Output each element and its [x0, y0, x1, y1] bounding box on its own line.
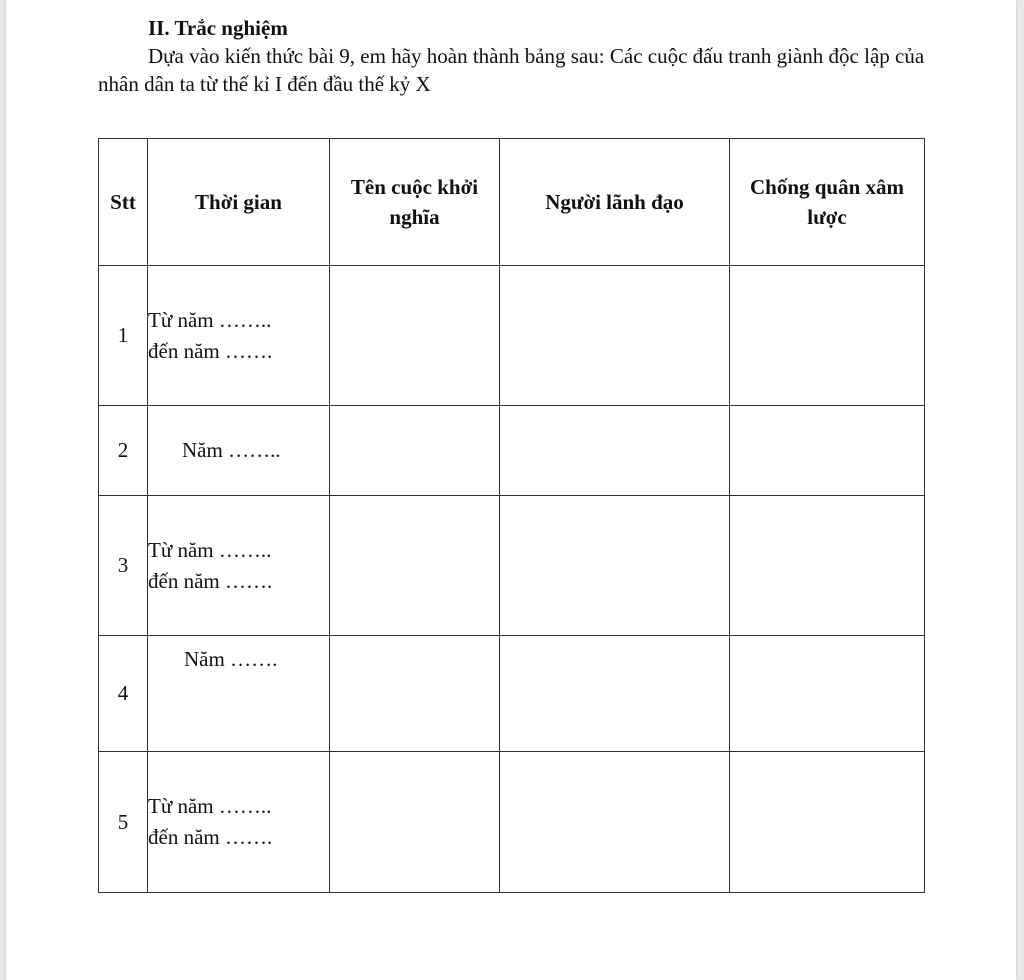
header-row — [99, 139, 925, 266]
time-cell — [148, 406, 330, 496]
table-row — [99, 406, 925, 496]
leader-cell[interactable] — [500, 636, 730, 752]
stt-cell: 4 — [99, 636, 148, 752]
uprising-name-cell[interactable] — [330, 636, 500, 752]
stt-cell: 2 — [99, 406, 148, 496]
against-cell[interactable] — [730, 266, 925, 406]
against-cell[interactable] — [730, 496, 925, 636]
header-time: Thời gian — [148, 139, 330, 266]
section-heading: II. Trắc nghiệm — [148, 16, 288, 40]
time-from: Từ năm …….. — [148, 537, 272, 562]
instruction-text: Dựa vào kiến thức bài 9, em hãy hoàn thành bảng sau: Các cuộc đấu tranh giành độc lập của nhân dân ta từ thế kỉ I đến đầu thế kỷ X — [98, 44, 925, 96]
header-stt: Stt — [99, 139, 148, 266]
document-page — [6, 0, 1016, 980]
header-against: Chống quân xâm lược — [730, 139, 925, 266]
table-row — [99, 266, 925, 406]
leader-cell[interactable] — [500, 752, 730, 893]
time-to: đến năm ……. — [148, 568, 273, 593]
uprising-name-cell[interactable] — [330, 752, 500, 893]
uprising-name-cell[interactable] — [330, 406, 500, 496]
time-year: Năm ……. — [184, 647, 278, 671]
time-to: đến năm ……. — [148, 825, 273, 849]
time-from: Từ năm …….. — [148, 794, 272, 818]
uprising-name-cell[interactable] — [330, 496, 500, 636]
leader-cell[interactable] — [500, 406, 730, 496]
time-cell — [148, 752, 330, 893]
time-year: Năm …….. — [182, 438, 281, 462]
against-cell[interactable] — [730, 752, 925, 893]
stt-cell: 5 — [99, 752, 148, 893]
uprising-name-cell[interactable] — [330, 266, 500, 406]
table-row — [99, 752, 925, 893]
stt-cell: 1 — [99, 266, 148, 406]
time-to: đến năm ……. — [148, 338, 273, 363]
leader-cell[interactable] — [500, 266, 730, 406]
time-cell — [148, 266, 330, 406]
uprisings-table — [98, 138, 925, 893]
header-leader: Người lãnh đạo — [500, 139, 730, 266]
table-row — [99, 496, 925, 636]
table-row — [99, 636, 925, 752]
stt-cell: 3 — [99, 496, 148, 636]
leader-cell[interactable] — [500, 496, 730, 636]
header-uprising: Tên cuộc khởi nghĩa — [330, 139, 500, 266]
against-cell[interactable] — [730, 636, 925, 752]
time-cell — [148, 636, 330, 752]
time-from: Từ năm …….. — [148, 307, 272, 332]
against-cell[interactable] — [730, 406, 925, 496]
time-cell — [148, 496, 330, 636]
